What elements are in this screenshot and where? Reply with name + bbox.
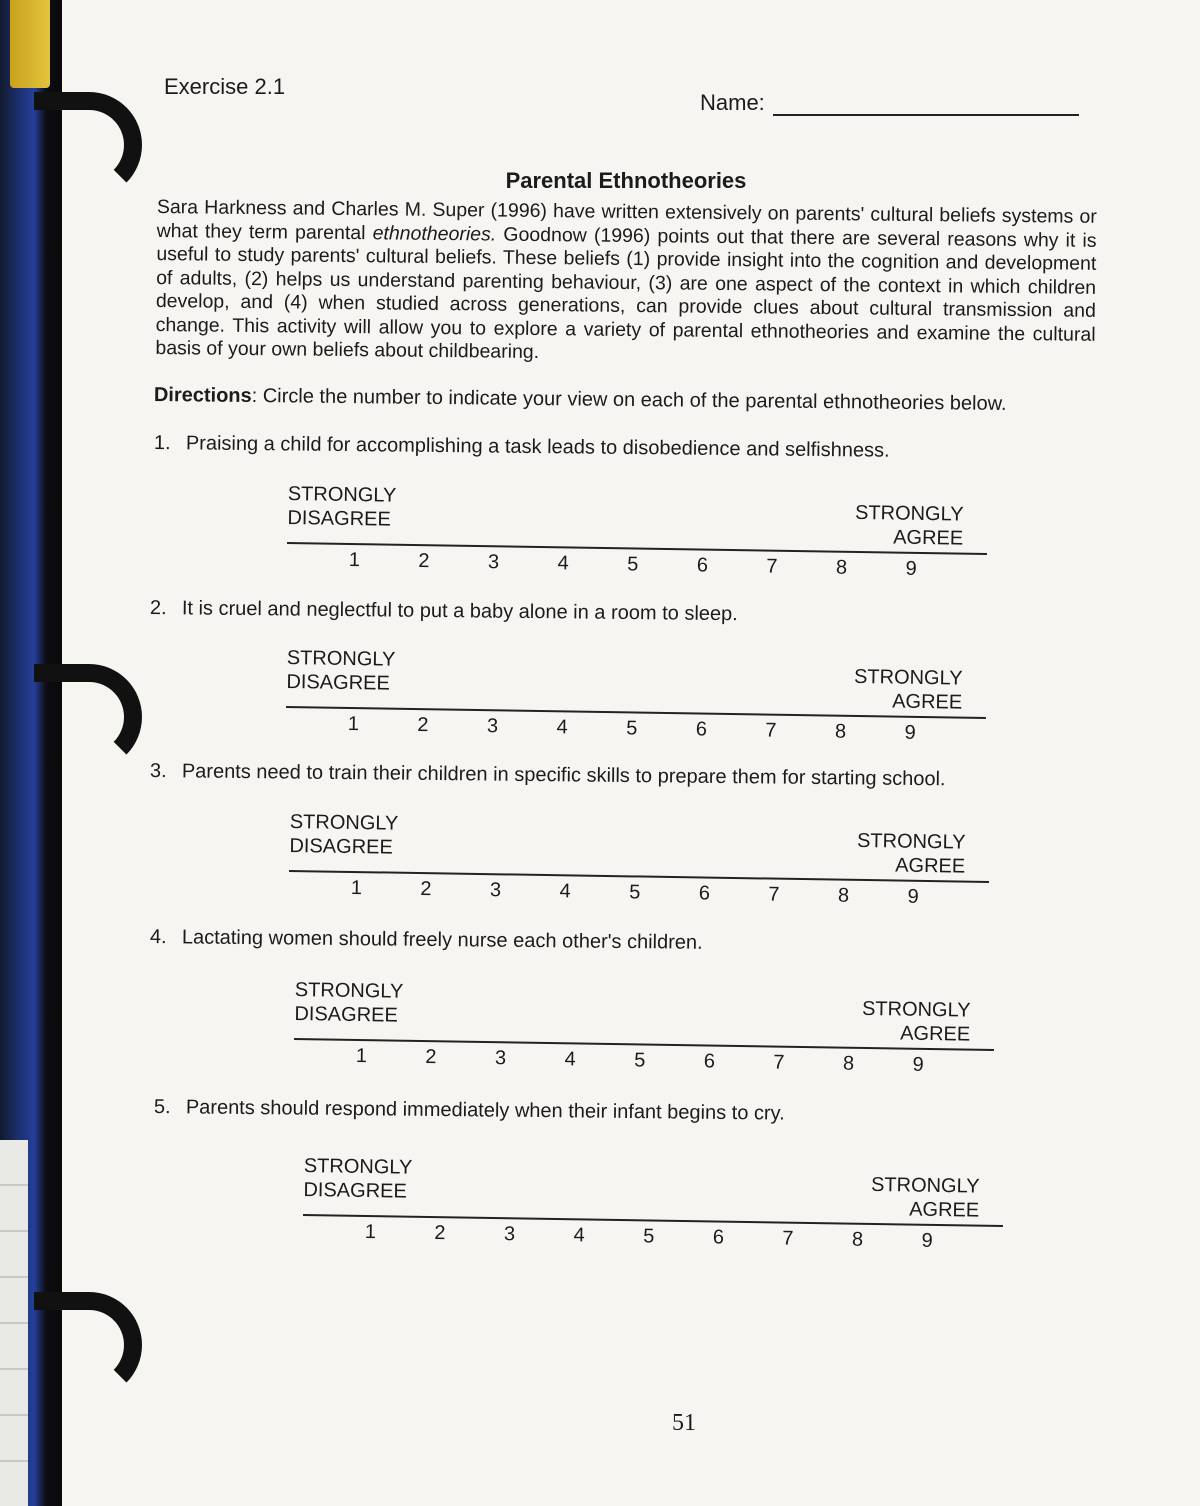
strongly-disagree-label (289, 810, 398, 860)
question-1 (154, 432, 890, 463)
question-4 (150, 926, 703, 955)
scale-option-4[interactable]: 4 (556, 716, 568, 739)
strongly-agree-label (856, 829, 965, 879)
scale-option-3[interactable]: 3 (486, 715, 499, 738)
scale-numbers (349, 549, 917, 581)
scale-option-3[interactable]: 3 (489, 879, 502, 902)
sd-line2: DISAGREE (303, 1178, 407, 1203)
scale-numbers (356, 1045, 924, 1077)
directions-label: Directions (153, 384, 252, 408)
name-blank-line[interactable] (773, 92, 1079, 116)
question-text: Parents should respond immediately when their infant begins to cry. (185, 1096, 785, 1125)
sd-line2: DISAGREE (294, 1002, 398, 1027)
sd-line2: DISAGREE (287, 506, 391, 531)
sa-line2: AGREE (899, 1022, 971, 1046)
name-field[interactable] (700, 90, 1079, 116)
sa-line2: AGREE (891, 690, 963, 714)
scale-option-9[interactable]: 9 (912, 1053, 924, 1076)
question-2 (150, 597, 738, 626)
scale-option-6[interactable]: 6 (712, 1226, 725, 1249)
question-number: 4. (149, 926, 167, 949)
scale-option-6[interactable]: 6 (698, 882, 711, 905)
sd-line1: STRONGLY (294, 978, 404, 1003)
sa-line2: AGREE (892, 526, 964, 550)
question-number: 2. (149, 597, 167, 620)
scale-option-7[interactable]: 7 (773, 1051, 785, 1074)
intro-text-end: Goodnow (1996) points out that there are several reasons why it is useful to study parents' cultural beliefs. These beliefs (1) provide insight into the cognition and development of adults, (2) helps us understand parenting behaviour, (3) are one aspect of the context in which children develop, and (4) when studied across generations, can provide clues about cultural transmission and change. This activity will allow you to explore a variety of parental ethnotheories and examine the cultural basis of your own beliefs about childbearing. (155, 223, 1097, 364)
scale-option-7[interactable]: 7 (766, 555, 778, 578)
scale-option-1[interactable]: 1 (347, 712, 360, 736)
scale-option-6[interactable]: 6 (696, 554, 709, 577)
strongly-disagree-label (303, 1154, 412, 1204)
sd-line2: DISAGREE (286, 670, 390, 695)
scale-option-3[interactable]: 3 (487, 551, 500, 574)
strongly-agree-label (861, 997, 970, 1047)
scale-option-5[interactable]: 5 (629, 881, 641, 904)
directions-text: : Circle the number to indicate your view on each of the parental ethnotheories below. (251, 385, 1007, 415)
scale-option-5[interactable]: 5 (643, 1225, 655, 1248)
rating-scale-4 (293, 978, 994, 1089)
strongly-disagree-label (294, 978, 403, 1028)
scale-option-9[interactable]: 9 (921, 1229, 933, 1252)
scale-option-5[interactable]: 5 (627, 553, 639, 576)
sa-line2: AGREE (908, 1198, 980, 1222)
sd-line2: DISAGREE (289, 834, 393, 859)
scale-option-2[interactable]: 2 (425, 1046, 437, 1069)
sd-line1: STRONGLY (286, 646, 396, 671)
scale-option-4[interactable]: 4 (573, 1224, 585, 1247)
scale-option-9[interactable]: 9 (904, 721, 916, 744)
scale-numbers (365, 1221, 933, 1253)
scale-option-9[interactable]: 9 (907, 885, 919, 908)
rating-scale-2 (285, 646, 986, 757)
directions (154, 384, 1007, 416)
intro-paragraph (155, 196, 1097, 370)
strongly-disagree-label (286, 646, 395, 696)
question-text: Praising a child for accomplishing a task leads to disobedience and selfishness. (185, 432, 890, 462)
scale-option-6[interactable]: 6 (695, 718, 708, 741)
sd-line1: STRONGLY (289, 810, 399, 835)
scale-option-8[interactable]: 8 (834, 720, 847, 743)
rating-scale-1 (286, 482, 987, 593)
scale-option-4[interactable]: 4 (559, 880, 571, 903)
sd-line1: STRONGLY (287, 482, 397, 507)
question-text: Parents need to train their children in specific skills to prepare them for starting school. (181, 760, 946, 791)
question-number: 3. (149, 760, 167, 783)
scale-option-7[interactable]: 7 (768, 883, 780, 906)
scale-option-4[interactable]: 4 (557, 552, 569, 575)
scale-option-8[interactable]: 8 (842, 1052, 855, 1075)
scale-option-1[interactable]: 1 (348, 548, 361, 572)
strongly-agree-label (854, 501, 963, 551)
sa-line2: AGREE (894, 854, 966, 878)
intro-italic-term: ethnotheories. (372, 221, 497, 246)
scale-option-1[interactable]: 1 (350, 876, 363, 900)
scale-option-2[interactable]: 2 (418, 550, 430, 573)
sa-line1: STRONGLY (853, 665, 963, 690)
scale-option-2[interactable]: 2 (420, 878, 432, 901)
scale-option-7[interactable]: 7 (765, 719, 777, 742)
question-number: 5. (153, 1096, 171, 1119)
strongly-disagree-label (287, 482, 396, 532)
scale-option-3[interactable]: 3 (503, 1223, 516, 1246)
name-label: Name: (700, 90, 765, 115)
sa-line1: STRONGLY (861, 997, 971, 1022)
page-number: 51 (672, 1410, 696, 1436)
scale-option-1[interactable]: 1 (364, 1220, 377, 1244)
scale-numbers (348, 713, 916, 745)
scale-option-2[interactable]: 2 (417, 714, 429, 737)
scale-option-6[interactable]: 6 (703, 1050, 716, 1073)
scale-option-3[interactable]: 3 (494, 1047, 507, 1070)
strongly-agree-label (870, 1173, 979, 1223)
scale-option-7[interactable]: 7 (782, 1227, 794, 1250)
sd-line1: STRONGLY (303, 1154, 413, 1179)
question-text: Lactating women should freely nurse each other's children. (181, 926, 703, 954)
question-text: It is cruel and neglectful to put a baby alone in a room to sleep. (181, 597, 738, 626)
sa-line1: STRONGLY (856, 829, 966, 854)
question-number: 1. (153, 432, 171, 455)
sa-line1: STRONGLY (854, 501, 964, 526)
rating-scale-5 (302, 1154, 1003, 1265)
intro-text-start: Sara Harkness and Charles M. Super (1996) have written extensively on parents' cultural beliefs systems or what they term parental (156, 196, 1097, 244)
scale-option-9[interactable]: 9 (905, 557, 917, 580)
scale-option-2[interactable]: 2 (434, 1222, 446, 1245)
scale-option-5[interactable]: 5 (626, 717, 638, 740)
scale-option-5[interactable]: 5 (634, 1049, 646, 1072)
scale-option-8[interactable]: 8 (837, 884, 850, 907)
scale-option-8[interactable]: 8 (835, 556, 848, 579)
strongly-agree-label (853, 665, 962, 715)
rating-scale-3 (288, 810, 989, 921)
page-title: Parental Ethnotheories (505, 168, 747, 193)
scale-numbers (351, 877, 919, 909)
question-3 (150, 760, 946, 791)
sa-line1: STRONGLY (870, 1173, 980, 1198)
question-5 (154, 1096, 785, 1126)
scale-option-4[interactable]: 4 (564, 1048, 576, 1071)
exercise-label: Exercise 2.1 (164, 74, 286, 99)
scale-option-1[interactable]: 1 (355, 1044, 368, 1068)
scale-option-8[interactable]: 8 (851, 1228, 864, 1251)
